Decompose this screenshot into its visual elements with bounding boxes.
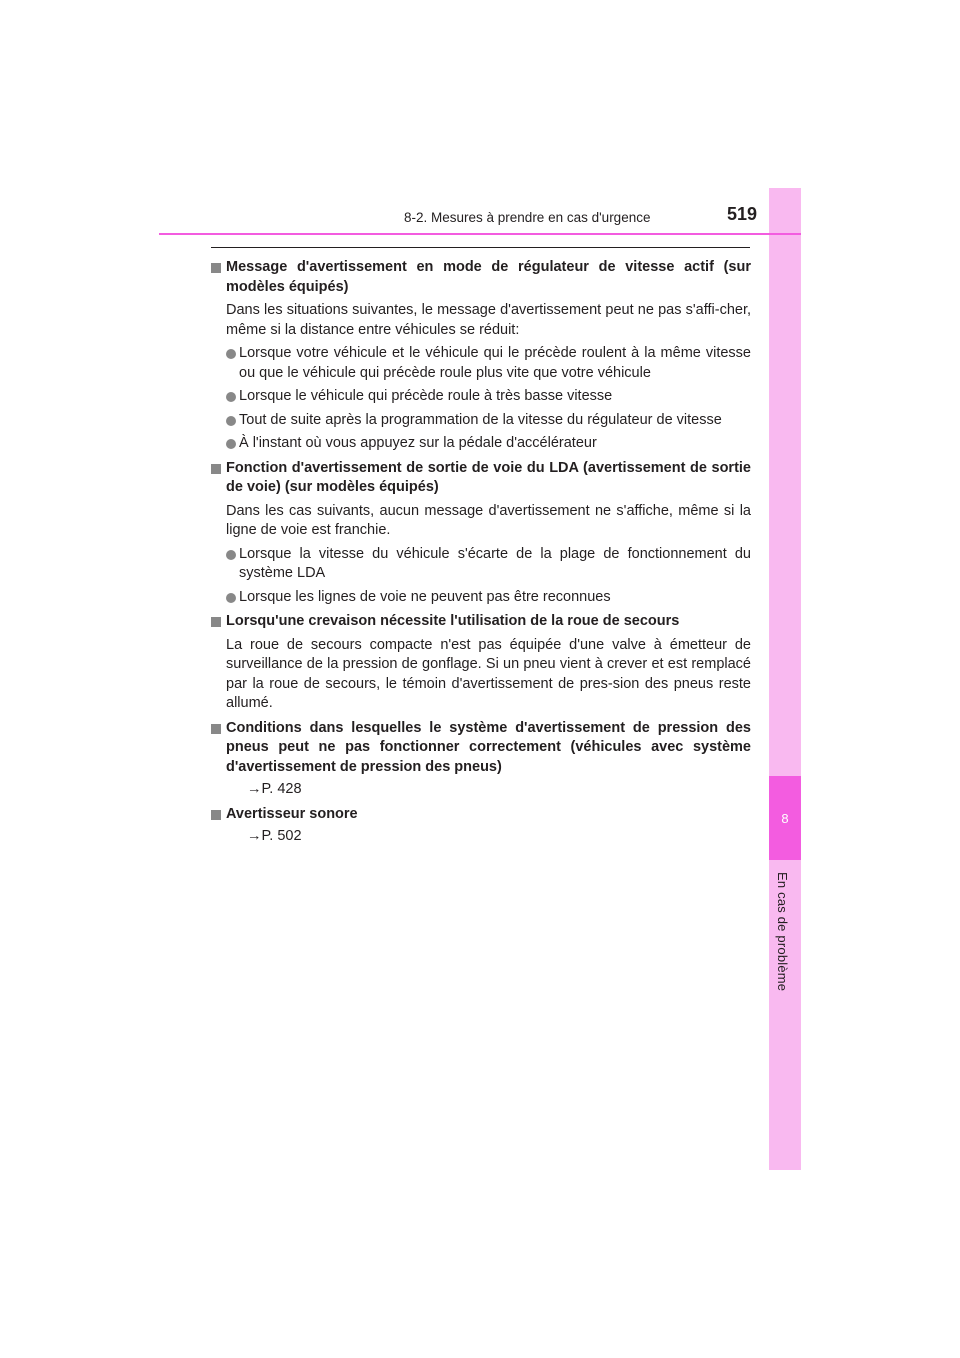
square-bullet-icon [211, 617, 221, 627]
list-item: Lorsque le véhicule qui précède roule à très basse vitesse [226, 387, 751, 407]
list-item: Lorsque la vitesse du véhicule s'écarte de la plage de fonctionnement du système LDA [226, 545, 751, 584]
round-bullet-icon [226, 416, 236, 426]
page-number: 519 [727, 204, 758, 224]
square-bullet-icon [211, 724, 221, 734]
section-title: Lorsqu'une crevaison nécessite l'utilisation de la roue de secours [211, 612, 751, 632]
square-bullet-icon [211, 810, 221, 820]
section-paragraph: La roue de secours compacte n'est pas équipée d'une valve à émetteur de surveillance de la pression de gonflage. Si un pneu vient à crever et est remplacé par la roue de secours, le témoin d'avertissement de pres-sion des pneus reste allumé. [226, 636, 751, 711]
round-bullet-icon [226, 550, 236, 560]
section-paragraph: Dans les cas suivants, aucun message d'avertissement ne s'affiche, même si la ligne de voie est franchie. [226, 502, 751, 538]
page-content [211, 258, 751, 847]
side-chapter-number: 8 [769, 776, 801, 860]
page-reference[interactable]: →P. 502 [247, 828, 302, 844]
round-bullet-icon [226, 392, 236, 402]
page-reference[interactable]: →P. 428 [247, 781, 302, 797]
square-bullet-icon [211, 464, 221, 474]
side-chapter-label: En cas de problème [775, 872, 790, 992]
section-title: Avertisseur sonore [211, 805, 751, 825]
header-rule [159, 233, 801, 235]
section-title: Conditions dans lesquelles le système d'avertissement de pression des pneus peut ne pas fonctionner correctement (véhicules avec système d'avertissement de pression des pneus) [211, 719, 751, 778]
chapter-title: 8-2. Mesures à prendre en cas d'urgence [404, 210, 651, 225]
section-title: Fonction d'avertissement de sortie de voie du LDA (avertissement de sortie de voie) (sur modèles équipés) [211, 459, 751, 498]
list-item: Tout de suite après la programmation de la vitesse du régulateur de vitesse [226, 411, 751, 431]
list-item: Lorsque les lignes de voie ne peuvent pas être reconnues [226, 588, 751, 608]
side-chapter-tab [769, 188, 801, 1170]
section-title: Message d'avertissement en mode de régulateur de vitesse actif (sur modèles équipés) [211, 258, 751, 297]
list-item: Lorsque votre véhicule et le véhicule qui le précède roulent à la même vitesse ou que le véhicule qui précède roule plus vite que votre véhicule [226, 344, 751, 383]
content-rule [211, 247, 750, 248]
round-bullet-icon [226, 349, 236, 359]
list-item: À l'instant où vous appuyez sur la pédale d'accélérateur [226, 434, 751, 454]
square-bullet-icon [211, 263, 221, 273]
section-paragraph: Dans les situations suivantes, le message d'avertissement peut ne pas s'affi-cher, même si la distance entre véhicules se réduit: [226, 302, 751, 338]
round-bullet-icon [226, 593, 236, 603]
round-bullet-icon [226, 439, 236, 449]
